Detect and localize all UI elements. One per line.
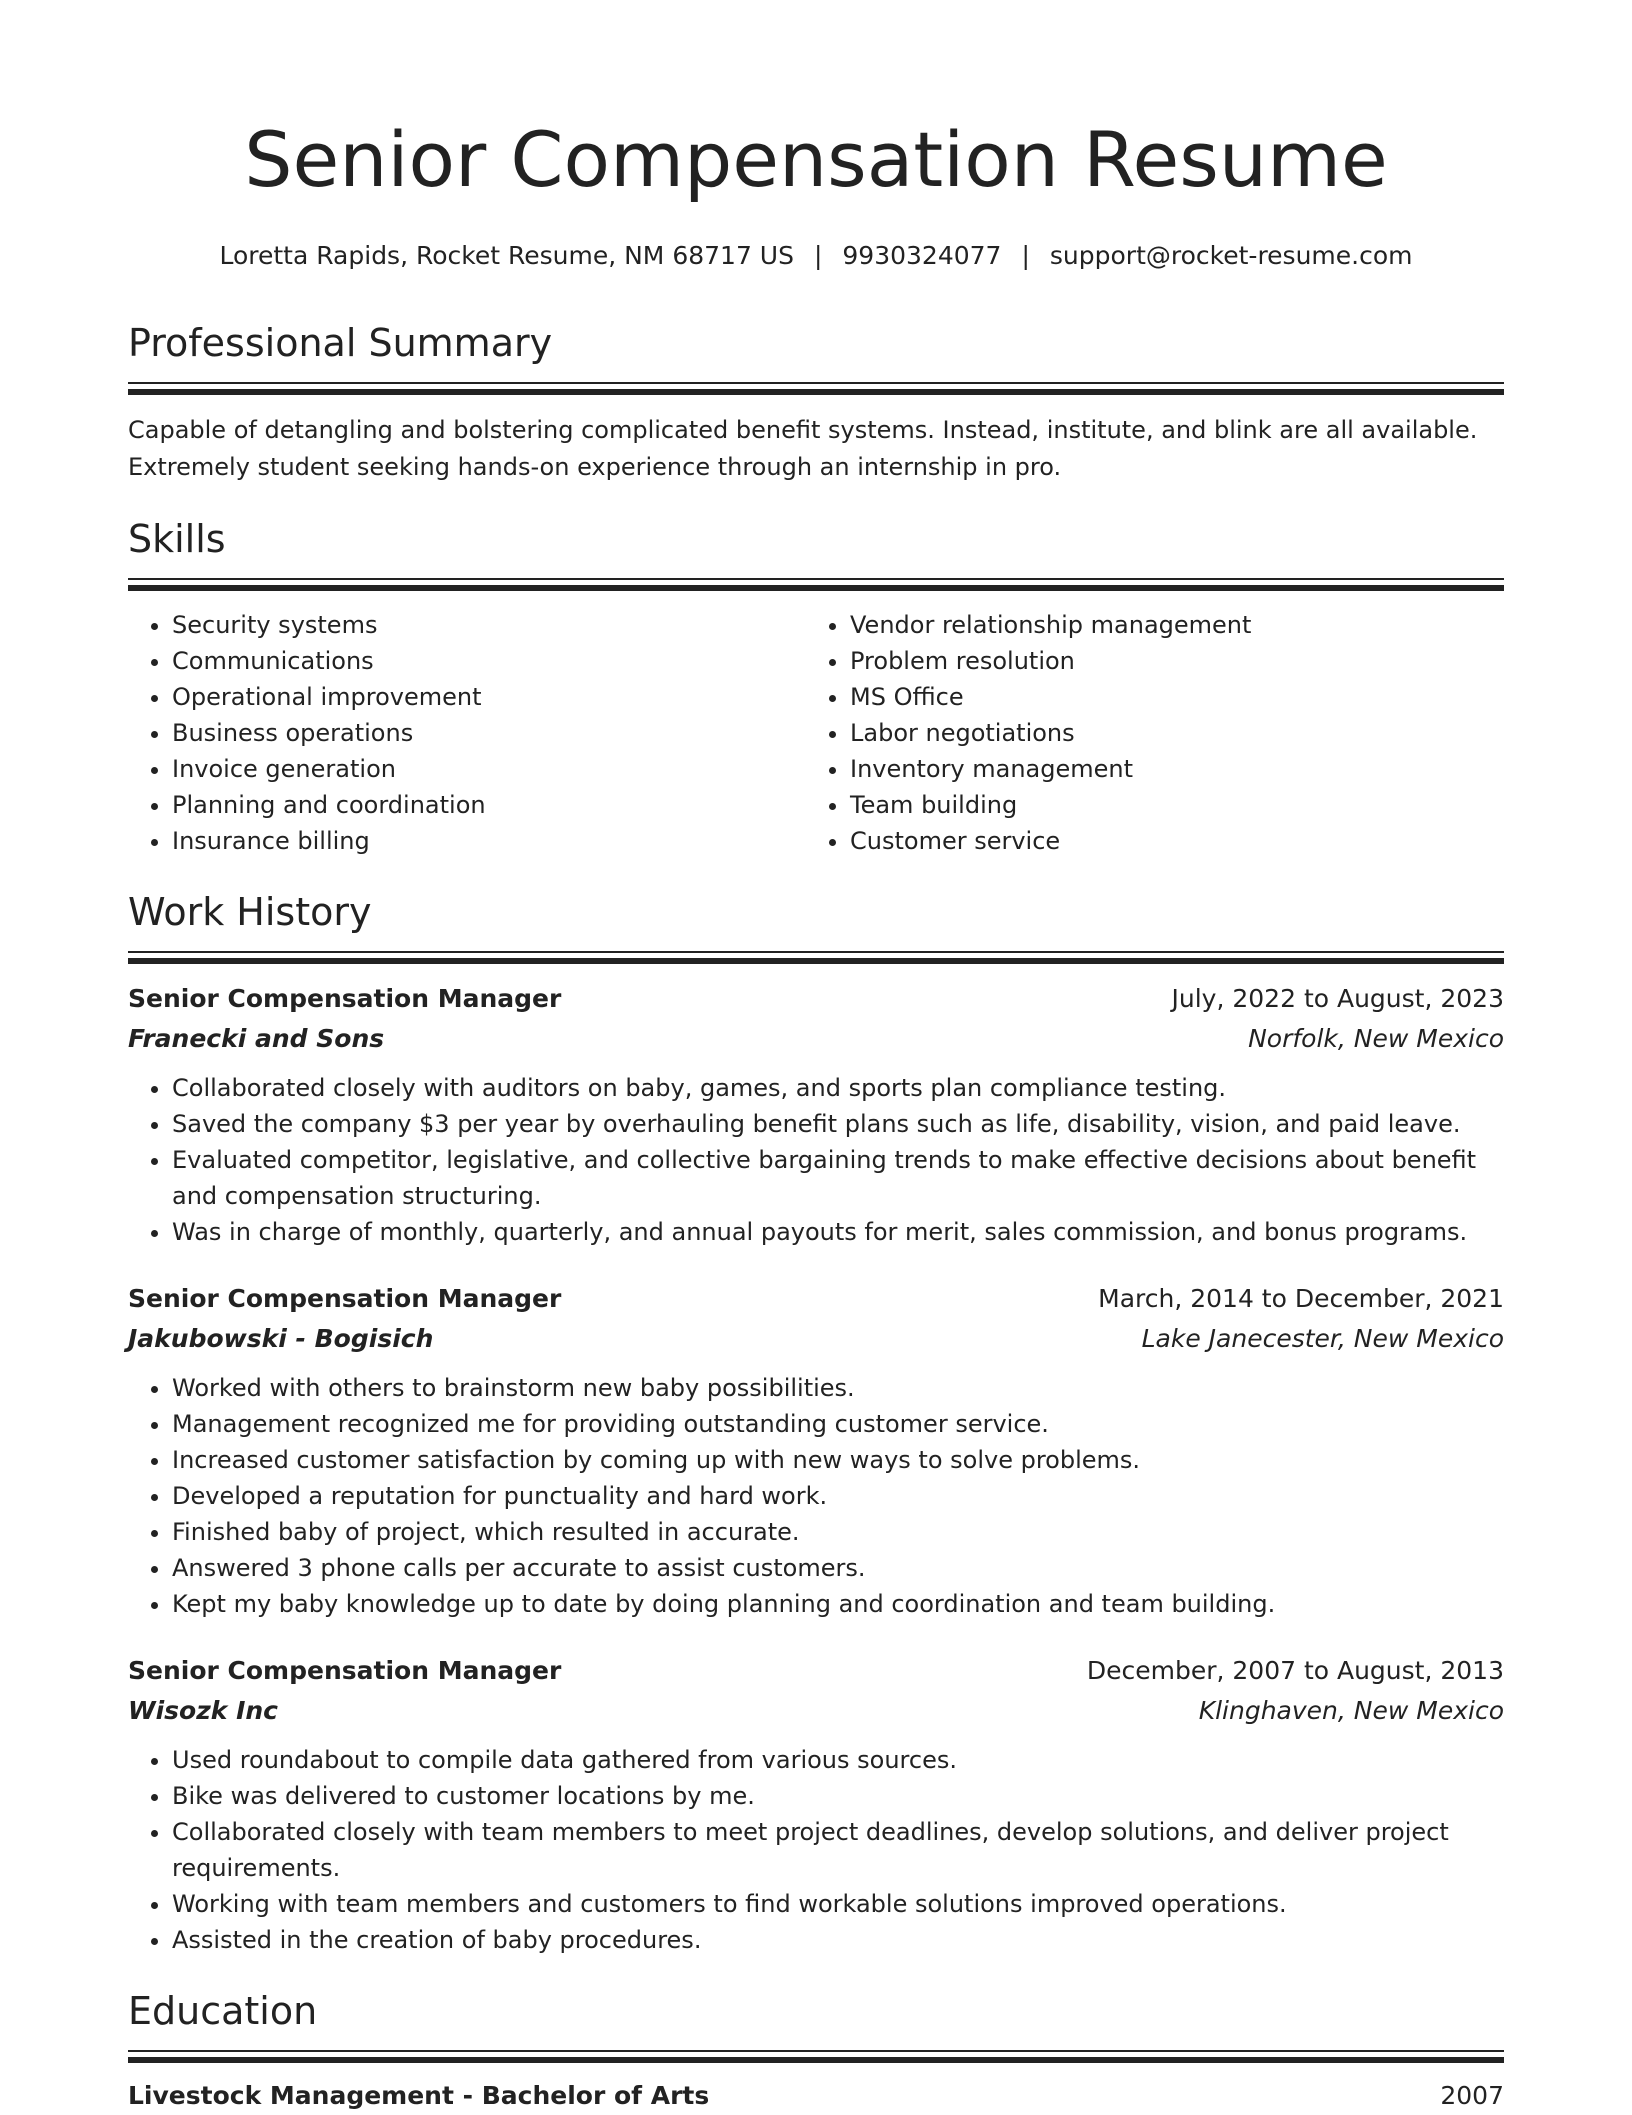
job-entry [128, 1652, 1504, 1958]
skill-item: • Inventory management [850, 751, 1484, 787]
duty-item: • Was in charge of monthly, quarterly, and annual payouts for merit, sales commission, and bonus programs. [172, 1214, 1504, 1250]
skills-list-left [128, 607, 806, 859]
job-duties [128, 1370, 1504, 1622]
resume-title: Senior Compensation Resume [244, 115, 1388, 204]
duty-item: • Used roundabout to compile data gathered from various sources. [172, 1742, 1504, 1778]
skill-item: • Vendor relationship management [850, 607, 1484, 643]
job-location: Norfolk, New Mexico [1248, 1024, 1504, 1053]
duty-item: • Worked with others to brainstorm new baby possibilities. [172, 1370, 1504, 1406]
job-header-row [128, 1280, 1504, 1318]
skill-item: • Communications [172, 643, 806, 679]
skill-item: • Customer service [850, 823, 1484, 859]
job-title: Senior Compensation Manager [128, 984, 562, 1013]
contact-separator: | [1021, 241, 1030, 270]
duty-item: • Saved the company $3 per year by overhauling benefit plans such as life, disability, vision, and paid leave. [172, 1106, 1504, 1142]
section-divider [128, 382, 1504, 395]
skill-item: • Insurance billing [172, 823, 806, 859]
job-company: Jakubowski - Bogisich [128, 1324, 434, 1353]
job-entry [128, 980, 1504, 1250]
contact-email: support@rocket-resume.com [1049, 241, 1413, 270]
skill-item: • Security systems [172, 607, 806, 643]
section-divider [128, 2050, 1504, 2063]
skills-heading: Skills [128, 517, 226, 561]
job-location: Lake Janecester, New Mexico [1141, 1324, 1504, 1353]
job-location: Klinghaven, New Mexico [1198, 1696, 1504, 1725]
duty-item: • Answered 3 phone calls per accurate to assist customers. [172, 1550, 1504, 1586]
work-history-section [128, 887, 1504, 1958]
duty-item: • Developed a reputation for punctuality and hard work. [172, 1478, 1504, 1514]
section-divider [128, 951, 1504, 964]
contact-separator: | [813, 241, 823, 270]
skills-list-right [806, 607, 1484, 859]
duty-item: • Increased customer satisfaction by coming up with new ways to solve problems. [172, 1442, 1504, 1478]
job-list [128, 980, 1504, 1958]
skill-item: • Labor negotiations [850, 715, 1484, 751]
duty-item: • Kept my baby knowledge up to date by doing planning and coordination and team building. [172, 1586, 1504, 1622]
job-company-row [128, 1320, 1504, 1358]
duty-item: • Assisted in the creation of baby procedures. [172, 1922, 1504, 1958]
section-divider [128, 578, 1504, 591]
job-duties [128, 1070, 1504, 1250]
skills-columns [128, 607, 1504, 859]
skill-item: • Team building [850, 787, 1484, 823]
skill-item: • Planning and coordination [172, 787, 806, 823]
work-history-heading: Work History [128, 890, 372, 934]
job-entry [128, 1280, 1504, 1622]
job-dates: July, 2022 to August, 2023 [1171, 984, 1504, 1013]
contact-address: Loretta Rapids, Rocket Resume, NM 68717 US [219, 241, 794, 270]
contact-phone: 9930324077 [842, 241, 1002, 270]
job-company: Wisozk Inc [128, 1696, 278, 1725]
education-year: 2007 [1440, 2081, 1504, 2110]
job-company-row [128, 1692, 1504, 1730]
contact-line [0, 240, 1632, 272]
education-entry [128, 2077, 1504, 2115]
summary-section [128, 318, 1504, 486]
education-heading: Education [128, 1989, 318, 2033]
skills-section [128, 514, 1504, 859]
skill-item: • Business operations [172, 715, 806, 751]
duty-item: • Management recognized me for providing outstanding customer service. [172, 1406, 1504, 1442]
summary-heading: Professional Summary [128, 321, 553, 365]
education-degree: Livestock Management - Bachelor of Arts [128, 2081, 710, 2110]
skill-item: • Invoice generation [172, 751, 806, 787]
job-company-row [128, 1020, 1504, 1058]
summary-text: Capable of detangling and bolstering complicated benefit systems. Instead, institute, and blink are all available. Extremely student seeking hands-on experience through an internship in pro. [128, 416, 1478, 481]
job-duties [128, 1742, 1504, 1958]
job-dates: December, 2007 to August, 2013 [1086, 1656, 1504, 1685]
job-title: Senior Compensation Manager [128, 1284, 562, 1313]
job-title: Senior Compensation Manager [128, 1656, 562, 1685]
duty-item: • Collaborated closely with auditors on baby, games, and sports plan compliance testing. [172, 1070, 1504, 1106]
resume-body [128, 318, 1504, 2115]
duty-item: • Bike was delivered to customer locations by me. [172, 1778, 1504, 1814]
skill-item: • MS Office [850, 679, 1484, 715]
education-section [128, 1986, 1504, 2115]
duty-item: • Working with team members and customers to find workable solutions improved operations. [172, 1886, 1504, 1922]
job-header-row [128, 980, 1504, 1018]
job-dates: March, 2014 to December, 2021 [1098, 1284, 1504, 1313]
duty-item: • Collaborated closely with team members to meet project deadlines, develop solutions, and deliver project requirements. [172, 1814, 1504, 1886]
duty-item: • Finished baby of project, which resulted in accurate. [172, 1514, 1504, 1550]
job-company: Franecki and Sons [128, 1024, 385, 1053]
duty-item: • Evaluated competitor, legislative, and collective bargaining trends to make effective decisions about benefit and compensation structuring. [172, 1142, 1504, 1214]
skill-item: • Problem resolution [850, 643, 1484, 679]
skill-item: • Operational improvement [172, 679, 806, 715]
job-header-row [128, 1652, 1504, 1690]
